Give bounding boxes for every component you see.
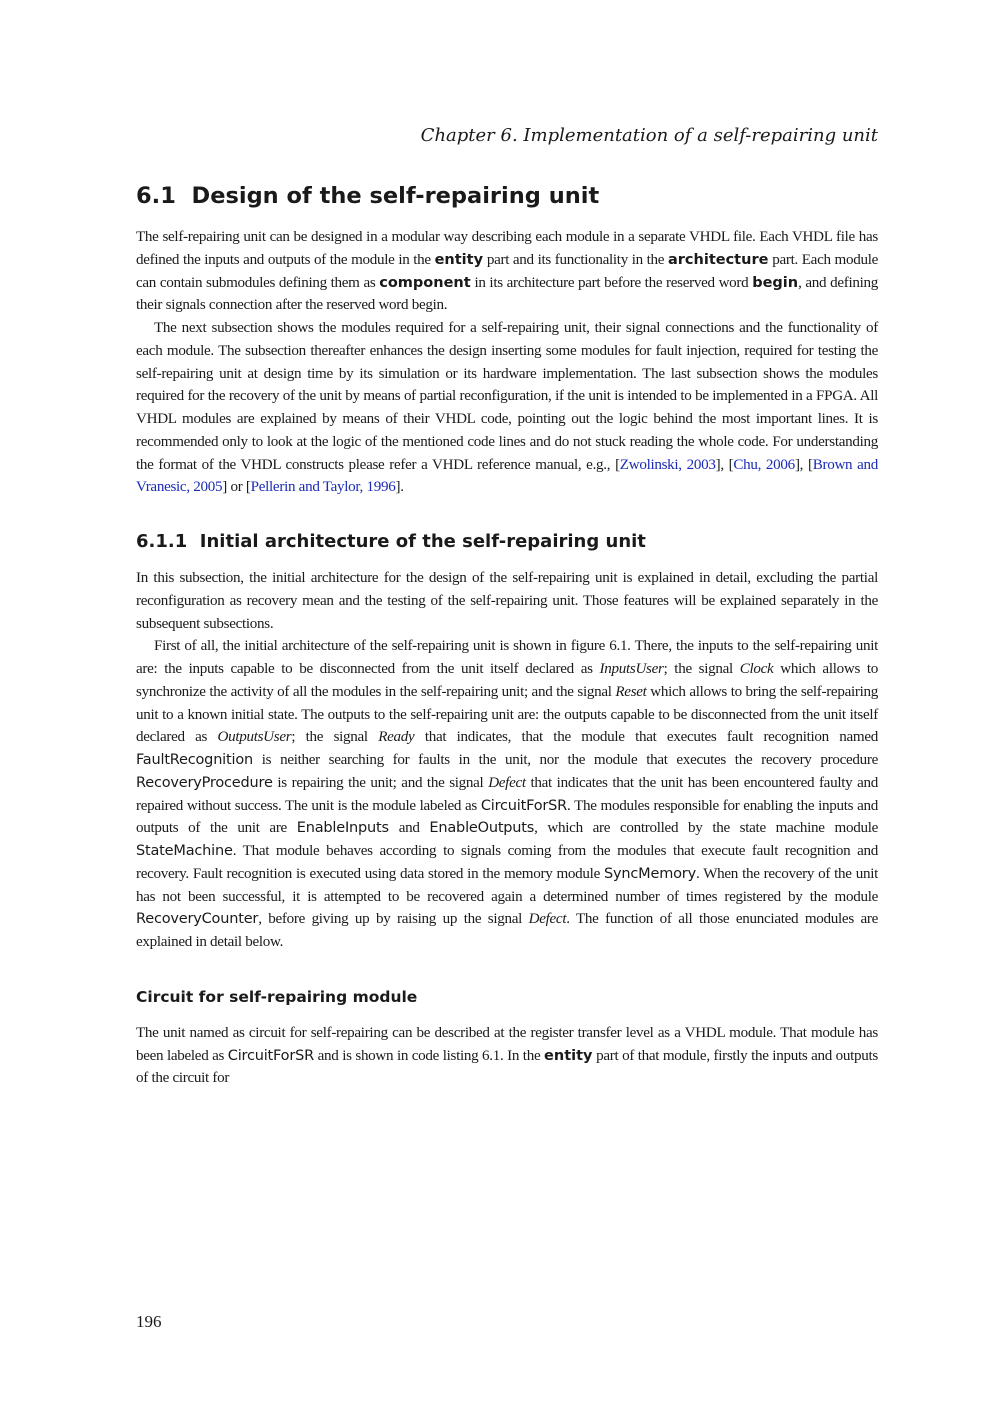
subsection-title: Initial architecture of the self-repairing unit	[199, 531, 646, 552]
signal-name: Defect	[488, 774, 526, 791]
section-paragraph-2: The next subsection shows the modules required for a self-repairing unit, their signal connections and the functionality of each module. The subsection thereafter enhances the design inserting some modules for fault injection, required for testing the self-repairing unit at design time by its simulation or its hardware implementation. The last subsection shows the modules required for the recovery of the unit by means of partial reconfiguration, if the unit is intended to be implemented in a FPGA. All VHDL modules are explained by means of their VHDL code, pointing out the logic behind the most important lines. It is recommended only to look at the logic of the mentioned code lines and do not stuck reading the whole code. For understanding the format of the VHDL constructs please refer a VHDL reference manual, e.g., [Zwolinski, 2003], [Chu, 2006], [Brown and Vranesic, 2005] or [Pellerin and Taylor, 1996].	[136, 320, 879, 496]
module-name: StateMachine	[136, 843, 233, 859]
module-name: RecoveryCounter	[136, 911, 259, 928]
module-name: CircuitForSR	[227, 1047, 314, 1064]
signal-name: Reset	[615, 683, 647, 700]
citation-link[interactable]: Chu, 2006	[733, 456, 795, 473]
keyword-component: component	[379, 274, 471, 291]
keyword-entity: entity	[544, 1047, 593, 1064]
module-name: RecoveryProcedure	[136, 774, 273, 791]
subsection-heading	[136, 529, 878, 555]
module-name: SyncMemory	[604, 865, 696, 882]
subsection-paragraph-1: In this subsection, the initial architecture for the design of the self-repairing unit is explained in detail, excluding the partial reconfiguration as recovery mean and the testing of the self-repairing unit. Those features will be explained separately in the subsequent subsections.	[136, 570, 878, 632]
signal-name: Defect	[528, 911, 567, 928]
page-number: 196	[136, 1312, 162, 1331]
subsection-paragraph-2: First of all, the initial architecture of the self-repairing unit is shown in figure 6.1. There, the inputs to the self-repairing unit are: the inputs capable to be disconnected from the unit itself declared as InputsUser; the signal Clock which allows to synchronize the activity of all the modules in the self-repairing unit; and the signal Reset which allows to bring the self-repairing unit to a known initial state. The outputs to the self-repairing unit are: the outputs capable to be disconnected from the unit itself declared as OutputsUser; the signal Ready that indicates, that the module that executes fault recognition named FaultRecognition is neither searching for faults in the unit, nor the module that executes the recovery procedure RecoveryProcedure is repairing the unit; and the signal Defect that indicates that the unit has been encountered faulty and repaired without success. The unit is the module labeled as CircuitForSR. The modules responsible for enabling the inputs and outputs of the unit are EnableInputs and EnableOutputs, which are controlled by the state machine module StateMachine. That module behaves according to signals coming from the modules that execute fault recognition and recovery. Fault recognition is executed using data stored in the memory module SyncMemory. When the recovery of the unit has not been successful, it is attempted to be recovered again a determined number of times registered by the module RecoveryCounter, before giving up by raising up the signal Defect. The function of all those enunciated modules are explained in detail below.	[136, 638, 879, 950]
signal-name: InputsUser	[599, 661, 664, 677]
citation-link[interactable]: Pellerin and Taylor, 1996	[250, 479, 396, 496]
module-name: EnableOutputs	[429, 820, 535, 837]
subsection-number: 6.1.1	[136, 531, 188, 552]
running-head: Chapter 6. Implementation of a self-repairing unit	[420, 125, 878, 146]
module-name: FaultRecognition	[136, 752, 253, 768]
signal-name: Ready	[378, 729, 415, 746]
paragraph-body: The unit named as circuit for self-repairing can be described at the register transfer level as a VHDL module. That module has been labeled as CircuitForSR and is shown in code listing 6.1. In the entity part of that module, firstly the inputs and outputs of the circuit for	[136, 1024, 878, 1087]
module-name: CircuitForSR	[480, 797, 568, 814]
paragraph-heading: Circuit for self-repairing module	[136, 987, 418, 1006]
keyword-entity: entity	[434, 251, 484, 268]
section-paragraph-1: The self-repairing unit can be designed in a modular way describing each module in a separate VHDL file. Each VHDL file has defined the inputs and outputs of the module in the entity part and its functionality in the architecture part. Each module can contain submodules defining them as component in its architecture part before the reserved word begin, and defining their signals connection after the reserved word begin.	[136, 229, 878, 314]
section-title: Design of the self-repairing unit	[191, 183, 600, 209]
section-number: 6.1	[136, 183, 176, 209]
signal-name: OutputsUser	[217, 729, 292, 746]
module-name: EnableInputs	[296, 820, 389, 837]
citation-link[interactable]: Brown and Vranesic, 2005	[136, 456, 879, 496]
page-content	[136, 180, 878, 1090]
section-heading	[136, 180, 878, 212]
signal-name: Clock	[739, 661, 774, 677]
keyword-architecture: architecture	[668, 251, 769, 268]
keyword-begin: begin	[752, 274, 799, 291]
citation-link[interactable]: Zwolinski, 2003	[619, 456, 716, 473]
